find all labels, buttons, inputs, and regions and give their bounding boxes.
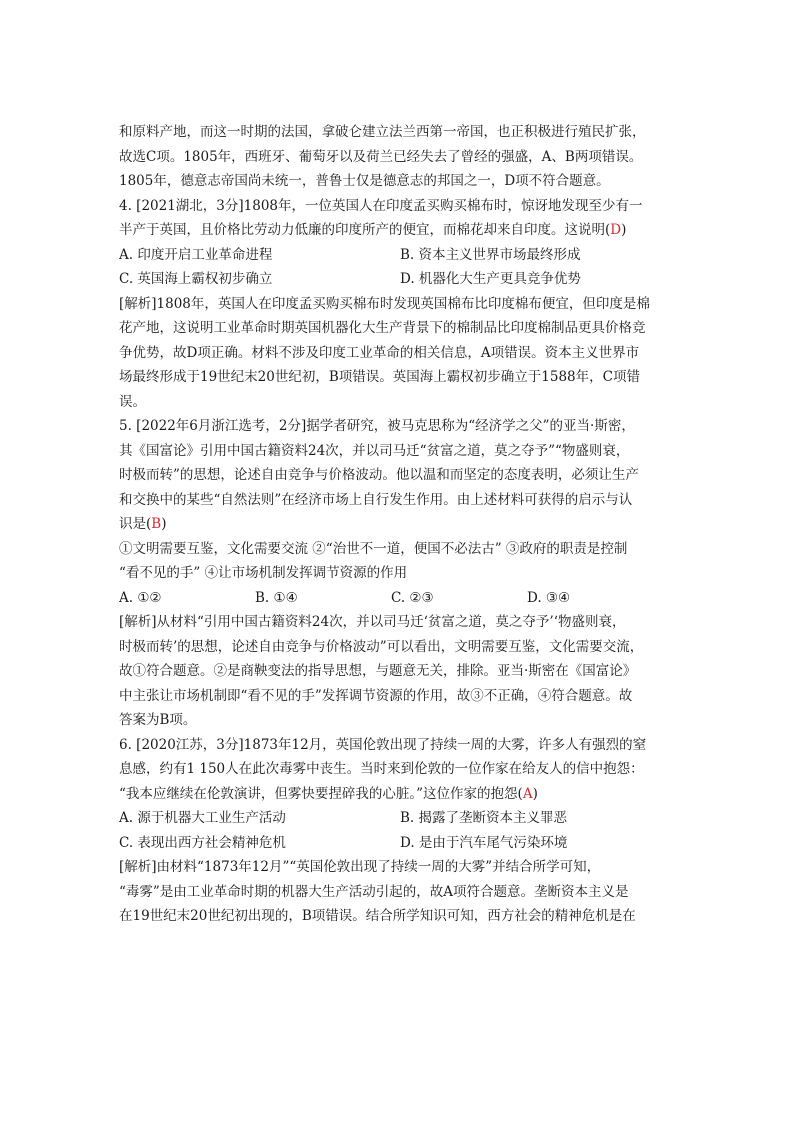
q4-option-d: D. 机器化大生产更具竞争优势: [400, 271, 581, 287]
q4-answer: D: [610, 222, 622, 238]
text-line: 1805年，德意志帝国尚未统一，普鲁士仅是德意志的邦国之一，D项不符合题意。: [119, 173, 610, 189]
q6-option-d: D. 是由于汽车尾气污染环境: [400, 834, 568, 851]
q5-stem: 时极而转”的思想，论述自由竞争与价格波动。他以温和而坚定的态度表明，必须让生产: [119, 467, 639, 483]
q5-option-a: A. ①②: [119, 589, 162, 606]
q6-option-c: C. 表现出西方社会精神危机: [119, 834, 286, 851]
q4-option-c: C. 英国海上霸权初步确立: [119, 271, 273, 287]
text-line: 故选C项。1805年，西班牙、葡萄牙以及荷兰已经失去了曾经的强盛，A、B两项错误。: [119, 148, 643, 165]
q4-option-b: B. 资本主义世界市场最终形成: [400, 246, 581, 263]
q4-stem: [119, 218, 681, 243]
q5-analysis: 时极而转’的思想，论述自由竞争与价格波动”可以看出，文明需要互鉴，文化需要交流，: [119, 638, 644, 655]
q4-stem-text: 半产于英国，且价格比劳动力低廉的印度所产的便宜，而棉花却来自印度。这说明(: [119, 222, 611, 238]
q5-stem: 其《国富论》引用中国古籍资料24次，并以司马迁“贫富之道，莫之夺予”“物盛则衰，: [119, 442, 630, 459]
q5-analysis: 故①符合题意。②是商鞅变法的指导思想，与题意无关，排除。亚当·斯密在《国富论》: [119, 663, 637, 679]
q5-stem: 5. [2022年6月浙江选考，2分]据学者研究，被马克思称为“经济学之父”的亚当·斯密，: [119, 418, 635, 434]
q6-stem: 6. [2020江苏，3分]1873年12月，英国伦敦出现了持续一周的大雾，许多人有强烈的窒: [119, 736, 647, 753]
q6-stem-text: “我本应继续在伦敦演讲，但雾快要捏碎我的心脏。”这位作家的抱怨(: [119, 785, 523, 802]
q5-options-row: [119, 586, 681, 611]
q4-analysis: 花产地，这说明工业革命时期英国机器化大生产背景下的棉制品比印度棉制品更具价格竞: [119, 320, 646, 336]
q4-option-a: A. 印度开启工业革命进程: [119, 246, 273, 263]
q4-analysis: 误。: [119, 393, 146, 410]
q5-answer: B: [151, 516, 162, 532]
q5-stem: 和交换中的某些“自然法则”在经济市场上自行发生作用。由上述材料可获得的启示与认: [119, 491, 633, 508]
text-line: 和原料产地，而这一时期的法国，拿破仑建立法兰西第一帝国，也正积极进行殖民扩张，: [119, 124, 646, 140]
q5-analysis: [解析]从材料“引用中国古籍资料24次，并以司马迁‘贫富之道，莫之夺予’‘物盛则衰，: [119, 614, 626, 630]
q5-option-d: D. ③④: [527, 589, 571, 606]
q4-options-row: [119, 243, 681, 268]
q6-stem: [119, 782, 681, 807]
q6-analysis: “毒雾”是由工业革命时期的机器大生产活动引起的，故A项符合题意。垄断资本主义是: [119, 883, 629, 900]
q6-options-row: [119, 831, 681, 856]
q5-items: “看不见的手” ④让市场机制发挥调节资源的作用: [119, 565, 408, 581]
q6-stem: 息感，约有1 150人在此次毒雾中丧生。当时来到伦敦的一位作家在给友人的信中抱怨：: [119, 761, 644, 777]
q5-option-c: C. ②③: [391, 589, 434, 606]
q5-option-b: B. ①④: [255, 589, 298, 606]
q6-answer: A: [522, 785, 533, 802]
q5-analysis: 中主张让市场机制即“看不见的手”发挥调节资源的作用，故③不正确，④符合题意。故: [119, 687, 633, 704]
paren-close: ): [161, 516, 167, 532]
q6-option-a: A. 源于机器大工业生产活动: [119, 810, 286, 826]
paren-close: ): [532, 785, 538, 802]
q6-options-row: [119, 806, 681, 831]
q6-option-b: B. 揭露了垄断资本主义罪恶: [400, 810, 568, 826]
q4-stem: 4. [2021湖北，3分]1808年，一位英国人在印度孟买购买棉布时，惊讶地发现至少有一: [119, 197, 643, 214]
paren-close: ): [621, 222, 627, 238]
q5-items: ①文明需要互鉴，文化需要交流 ②“治世不一道，便国不必法古” ③政府的职责是控制: [119, 540, 628, 557]
q4-analysis: [解析]1808年，英国人在印度孟买购买棉布时发现英国棉布比印度棉布便宜，但印度是棉: [119, 295, 650, 312]
q6-analysis: 在19世纪末20世纪初出现的，B项错误。结合所学知识可知，西方社会的精神危机是在: [119, 908, 636, 924]
q6-analysis: [解析]由材料“1873年12月”“英国伦敦出现了持续一周的大雾”并结合所学可知，: [119, 859, 601, 875]
q4-analysis: 争优势，故D项正确。材料不涉及印度工业革命的相关信息，A项错误。资本主义世界市: [119, 344, 640, 361]
q4-analysis: 场最终形成于19世纪末20世纪初，B项错误。英国海上霸权初步确立于1588年，C项错: [119, 369, 640, 385]
document-page: [119, 120, 681, 929]
q5-stem: [119, 512, 681, 537]
q5-analysis: 答案为B项。: [119, 712, 197, 728]
q5-stem-text: 识是(: [119, 516, 152, 532]
q4-options-row: [119, 267, 681, 292]
